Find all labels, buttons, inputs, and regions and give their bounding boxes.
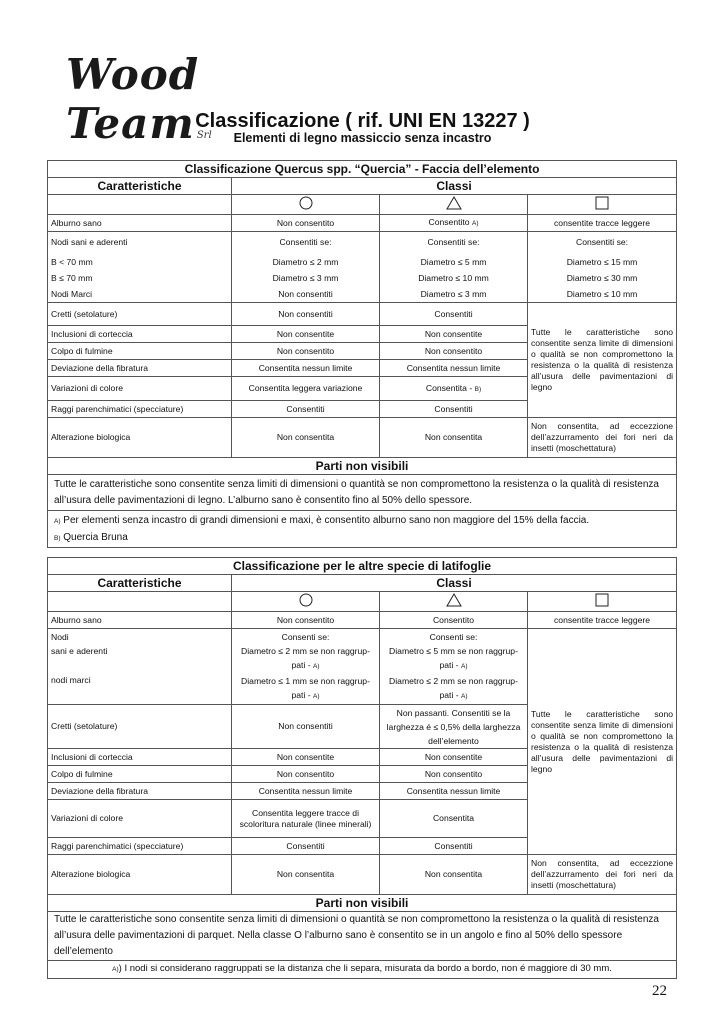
- row-label-inclusioni: Inclusioni di corteccia: [48, 749, 232, 766]
- quercia-classification-table: [47, 160, 677, 548]
- footnotes: [48, 961, 677, 979]
- hidden-parts-title: Parti non visibili: [48, 895, 677, 912]
- row-label-cretti: Cretti (setolature): [48, 303, 232, 326]
- cell-value: Consentiti se: Diametro ≤ 2 mm Diametro ≤ 3 mm Non consentiti: [232, 232, 380, 303]
- row-label-colpo: Colpo di fulmine: [48, 766, 232, 783]
- row-label-raggi: Raggi parenchimatici (specciature): [48, 838, 232, 855]
- company-logo: [66, 50, 336, 148]
- cell-value: Consentiti se: Diametro ≤ 15 mm Diametro ≤ 30 mm Diametro ≤ 10 mm: [528, 232, 677, 303]
- empty-cell: [48, 195, 232, 215]
- row-label-variazioni: Variazioni di colore: [48, 800, 232, 838]
- cell-value: Consentiti: [380, 303, 528, 326]
- merged-class3-cell: Tutte le caratteristiche sono consentite senza limite di dimensioni o qualità se non compromettono la resistenza o la qualità di resistenza all’usura delle pavimentazioni di legno: [528, 629, 677, 855]
- header-classes: Classi: [232, 575, 677, 592]
- cell-value: Non consentite: [380, 749, 528, 766]
- cell-value: Non consentito: [380, 343, 528, 360]
- row-label-nodi: Nodi sani e aderenti nodi marci: [48, 629, 232, 705]
- row-label-alburno: Alburno sano: [48, 215, 232, 232]
- row-label-inclusioni: Inclusioni di corteccia: [48, 326, 232, 343]
- row-label-colpo: Colpo di fulmine: [48, 343, 232, 360]
- logo-suffix: Srl: [196, 130, 212, 141]
- note-mark: B): [54, 535, 61, 542]
- empty-cell: [48, 592, 232, 612]
- cell-value: Non consentite: [232, 749, 380, 766]
- cell-value: Consentito: [380, 612, 528, 629]
- cell-value: Consentita nessun limite: [232, 360, 380, 377]
- cell-value: Non consentito: [380, 766, 528, 783]
- page-number: 22: [652, 983, 667, 999]
- row-label-variazioni: Variazioni di colore: [48, 377, 232, 401]
- footnote-a: ) I nodi si considerano raggruppati se la distanza che li separa, misurata da bordo a bordo, non é maggiore di 30 mm.: [118, 963, 612, 974]
- class-triangle-icon: [380, 195, 528, 215]
- cell-value: Non consentita, ad eccezzione dell’azzurramento dei fori neri da insetti (moschettatura): [528, 418, 677, 458]
- row-label-alterazione: Alterazione biologica: [48, 418, 232, 458]
- table-title: Classificazione per le altre specie di latifoglie: [48, 558, 677, 575]
- cell-value: Consentiti: [380, 401, 528, 418]
- class-circle-icon: [232, 195, 380, 215]
- row-label-alterazione: Alterazione biologica: [48, 855, 232, 895]
- cell-value: Consentito A): [380, 215, 528, 232]
- cell-value: Consentiti: [380, 838, 528, 855]
- cell-value: Non consentito: [232, 766, 380, 783]
- row-label-deviazione: Deviazione della fibratura: [48, 783, 232, 800]
- cell-value: consentite tracce leggere: [528, 215, 677, 232]
- footnote-b: Quercia Bruna: [63, 532, 128, 543]
- note-mark: A): [471, 220, 479, 227]
- cell-value: Non consentiti: [232, 303, 380, 326]
- hidden-parts-text: Tutte le caratteristiche sono consentite senza limiti di dimensioni o quantità se non compromettono la resistenza o la qualità di resistenza all’usura delle pavimentazioni di parquet. Nella classe O l’alburno sano è consentito se in un angolo e fino al 50% dello spessore dell’elemento: [48, 912, 677, 961]
- class-circle-icon: [232, 592, 380, 612]
- footnotes: [48, 511, 677, 548]
- row-label-cretti: Cretti (setolature): [48, 705, 232, 749]
- cell-value: Consentita - B): [380, 377, 528, 401]
- class-square-icon: [528, 592, 677, 612]
- cell-value: Non consentite: [232, 326, 380, 343]
- cell-value: Consenti se: Diametro ≤ 2 mm se non raggrup- pati - A) Diametro ≤ 1 mm se non raggrup- pati - A): [232, 629, 380, 705]
- page-subtitle: Elementi di legno massiccio senza incastro: [233, 131, 492, 145]
- row-label-raggi: Raggi parenchimatici (specciature): [48, 401, 232, 418]
- hidden-parts-text: Tutte le caratteristiche sono consentite senza limiti di dimensioni o quantità se non compromettono la resistenza o la qualità di resistenza all’usura delle pavimentazioni di legno. L’alburno sano è consentito fino al 50% dello spessore.: [48, 475, 677, 511]
- class-square-icon: [528, 195, 677, 215]
- cell-value: Non consentito: [232, 612, 380, 629]
- cell-value: Consentita nessun limite: [232, 783, 380, 800]
- cell-value: Non consentite: [380, 326, 528, 343]
- cell-value: Consentita: [380, 800, 528, 838]
- cell-value: Non consentito: [232, 343, 380, 360]
- cell-value: Non consentita: [380, 855, 528, 895]
- header-characteristics: Caratteristiche: [48, 178, 232, 195]
- cell-value: Consentiti se: Diametro ≤ 5 mm Diametro ≤ 10 mm Diametro ≤ 3 mm: [380, 232, 528, 303]
- class-triangle-icon: [380, 592, 528, 612]
- note-mark: A): [54, 518, 61, 525]
- row-label-nodi: Nodi sani e aderenti B < 70 mm B ≤ 70 mm Nodi Marci: [48, 232, 232, 303]
- cell-value: Consentita nessun limite: [380, 360, 528, 377]
- cell-value: Consentita nessun limite: [380, 783, 528, 800]
- cell-value: Consentita leggera variazione: [232, 377, 380, 401]
- cell-value: Non consentita: [380, 418, 528, 458]
- cell-value: Consentiti: [232, 401, 380, 418]
- cell-value: Consentita leggere tracce di scoloritura naturale (linee minerali): [232, 800, 380, 838]
- cell-value: Consenti se: Diametro ≤ 5 mm se non raggrup- pati - A) Diametro ≤ 2 mm se non raggrup- pati - A): [380, 629, 528, 705]
- cell-value: Consentiti: [232, 838, 380, 855]
- latifoglie-classification-table: [47, 557, 677, 979]
- hidden-parts-title: Parti non visibili: [48, 458, 677, 475]
- note-mark: B): [474, 385, 482, 393]
- header-characteristics: Caratteristiche: [48, 575, 232, 592]
- row-label-alburno: Alburno sano: [48, 612, 232, 629]
- merged-class3-cell: Tutte le caratteristiche sono consentite senza limite di dimensioni o qualità se non compromettono la resistenza o la qualità di resistenza all’usura delle pavimentazioni di legno: [528, 303, 677, 418]
- cell-value: Non consentiti: [232, 705, 380, 749]
- header-classes: Classi: [232, 178, 677, 195]
- row-label-deviazione: Deviazione della fibratura: [48, 360, 232, 377]
- cell-value: consentite tracce leggere: [528, 612, 677, 629]
- cell-value: Non consentita, ad eccezzione dell’azzurramento dei fori neri da insetti (moschettatura): [528, 855, 677, 895]
- cell-value: Non passanti. Consentiti se la larghezza é ≤ 0,5% della larghezza dell’elemento: [380, 705, 528, 749]
- cell-value: Non consentita: [232, 418, 380, 458]
- table-title: Classificazione Quercus spp. “Quercia” - Faccia dell’elemento: [48, 161, 677, 178]
- logo-name: Wood Team: [66, 50, 200, 148]
- note-mark: A): [112, 966, 119, 973]
- page-title: Classificazione ( rif. UNI EN 13227 ): [195, 110, 530, 132]
- cell-value: Non consentita: [232, 855, 380, 895]
- footnote-a: Per elementi senza incastro di grandi dimensioni e maxi, è consentito alburno sano non maggiore del 15% della faccia.: [63, 515, 590, 526]
- cell-value: Non consentito: [232, 215, 380, 232]
